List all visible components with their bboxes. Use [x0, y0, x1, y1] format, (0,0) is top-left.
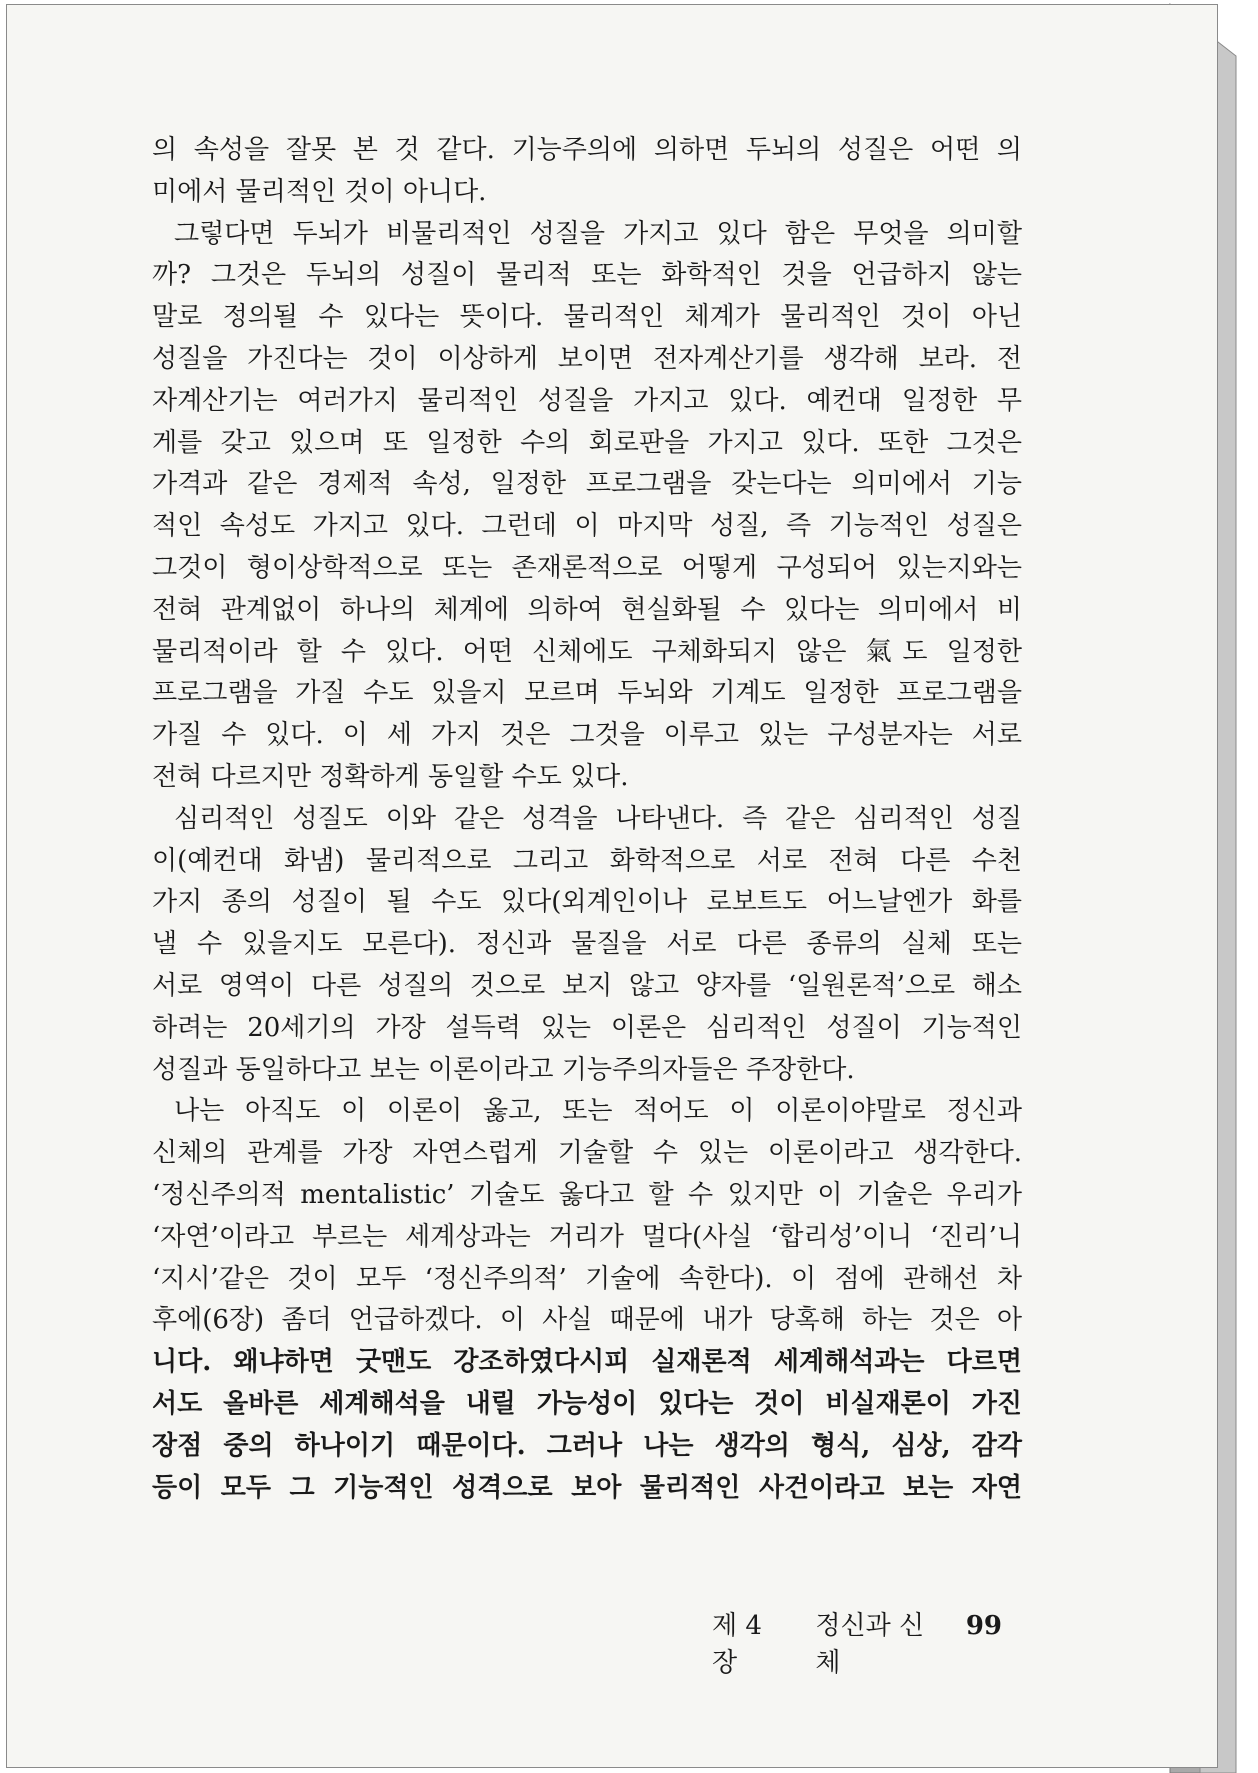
text-line: 신체의 관계를 가장 자연스럽게 기술할 수 있는 이론이라고 생각한다.: [152, 1138, 1022, 1169]
text-line: 가격과 같은 경제적 속성, 일정한 프로그램을 갖는다는 의미에서 기능: [152, 469, 1022, 500]
body-text: [152, 130, 1022, 1509]
running-footer: [712, 1605, 1002, 1679]
text-line: 가질 수 있다. 이 세 가지 것은 그것을 이루고 있는 구성분자는 서로: [152, 720, 1022, 751]
text-line: 자계산기는 여러가지 물리적인 성질을 가지고 있다. 예컨대 일정한 무: [152, 385, 1022, 416]
text-line: 후에(6장) 좀더 언급하겠다. 이 사실 때문에 내가 당혹해 하는 것은 아: [152, 1305, 1022, 1336]
text-line: 니다. 왜냐하면 굿맨도 강조하였다시피 실재론적 세계해석과는 다르면: [152, 1347, 1022, 1378]
text-line: 그렇다면 두뇌가 비물리적인 성질을 가지고 있다 함은 무엇을 의미할: [174, 218, 1022, 249]
text-line: 성질을 가진다는 것이 이상하게 보이면 전자계산기를 생각해 보라. 전: [152, 343, 1022, 374]
text-line: 까? 그것은 두뇌의 성질이 물리적 또는 화학적인 것을 언급하지 않는: [152, 260, 1022, 291]
footer-title: 정신과 신체: [815, 1611, 925, 1678]
text-line: 적인 속성도 가지고 있다. 그런데 이 마지막 성질, 즉 기능적인 성질은: [152, 511, 1022, 542]
text-line: 서로 영역이 다른 성질의 것으로 보지 않고 양자를 ‘일원론적’으로 해소: [152, 970, 1022, 1001]
text-line: 장점 중의 하나이기 때문이다. 그러나 나는 생각의 형식, 심상, 감각: [152, 1430, 1022, 1461]
text-line: 프로그램을 가질 수도 있을지 모르며 두뇌와 기계도 일정한 프로그램을: [152, 678, 1022, 709]
text-line: 게를 갖고 있으며 또 일정한 수의 회로판을 가지고 있다. 또한 그것은: [152, 427, 1022, 458]
text-line: 낼 수 있을지도 모른다). 정신과 물질을 서로 다른 종류의 실체 또는: [152, 929, 1022, 960]
text-line: ‘정신주의적 mentalistic’ 기술도 옳다고 할 수 있지만 이 기술은 우리가: [152, 1179, 1022, 1210]
page-number: 99: [965, 1611, 1002, 1641]
text-line: 미에서 물리적인 것이 아니다.: [152, 176, 487, 207]
text-line: ‘자연’이라고 부르는 세계상과는 거리가 멀다(사실 ‘합리성’이니 ‘진리’니: [152, 1221, 1022, 1252]
text-line: 의 속성을 잘못 본 것 같다. 기능주의에 의하면 두뇌의 성질은 어떤 의: [152, 135, 1022, 165]
text-line: 등이 모두 그 기능적인 성격으로 보아 물리적인 사건이라고 보는 자연: [152, 1472, 1022, 1503]
text-line: ‘지시’같은 것이 모두 ‘정신주의적’ 기술에 속한다). 이 점에 관해선 차: [152, 1263, 1022, 1294]
footer-chapter: 제 4 장: [712, 1611, 762, 1678]
text-line: 말로 정의될 수 있다는 뜻이다. 물리적인 체계가 물리적인 것이 아닌: [152, 302, 1022, 333]
text-line: 성질과 동일하다고 보는 이론이라고 기능주의자들은 주장한다.: [152, 1054, 855, 1085]
text-line: 서도 올바른 세계해석을 내릴 가능성이 있다는 것이 비실재론이 가진: [152, 1388, 1022, 1419]
text-line: 하려는 20세기의 가장 설득력 있는 이론은 심리적인 성질이 기능적인: [152, 1012, 1022, 1043]
text-line: 가지 종의 성질이 될 수도 있다(외계인이나 로보트도 어느날엔가 화를: [152, 887, 1022, 918]
text-line: 그것이 형이상학적으로 또는 존재론적으로 어떻게 구성되어 있는지와는: [152, 552, 1022, 583]
text-line: 심리적인 성질도 이와 같은 성격을 나타낸다. 즉 같은 심리적인 성질: [174, 803, 1022, 834]
text-line: 전혀 관계없이 하나의 체계에 의하여 현실화될 수 있다는 의미에서 비: [152, 594, 1022, 625]
text-line: 나는 아직도 이 이론이 옳고, 또는 적어도 이 이론이야말로 정신과: [174, 1096, 1022, 1127]
text-line: 전혀 다르지만 정확하게 동일할 수도 있다.: [152, 761, 629, 792]
text-line: 물리적이라 할 수 있다. 어떤 신체에도 구체화되지 않은 氣도 일정한: [152, 636, 1022, 667]
text-line: 이(예컨대 화냄) 물리적으로 그리고 화학적으로 서로 전혀 다른 수천: [152, 845, 1022, 876]
